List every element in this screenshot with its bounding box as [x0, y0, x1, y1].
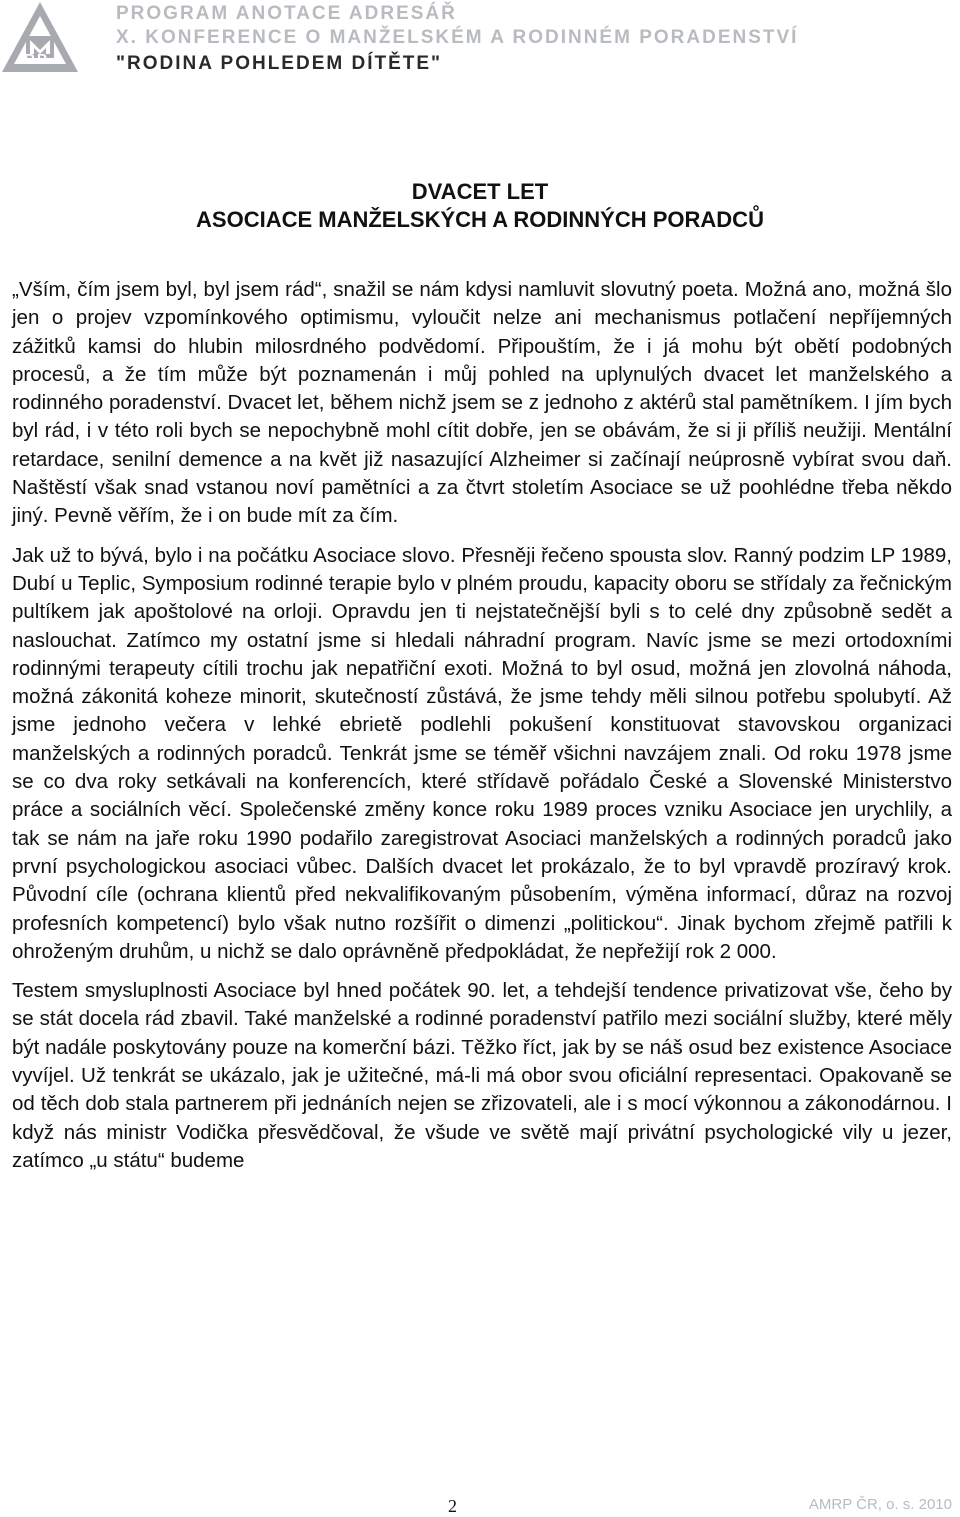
- association-logo: [0, 0, 80, 74]
- footer-credit: AMRP ČR, o. s. 2010: [808, 1496, 952, 1513]
- paragraph-2: Jak už to bývá, bylo i na počátku Asociace slovo. Přesněji řečeno spousta slov. Ranný podzim LP 1989, Dubí u Teplic, Symposium rodinné terapie bylo v plném proudu, kapacity oboru se střídaly za řečnickým pultíkem jak apoštolové na orloji. Opravdu jen ti nejstatečnější byli s to celé dny způsobně sedět a naslouchat. Zatímco my ostatní jsme si hledali náhradní program. Navíc jsme se mezi ortodoxními rodinnými terapeuty cítili trochu jak nepatřiční exoti. Možná to byl osud, možná jen zlovolná náhoda, možná zákonitá koheze minorit, skutečností zůstává, že jsme tehdy měli silnou potřebu spolubytí. Až jsme jednoho večera v lehké ebrietě podlehli pokušení konstituovat stavovskou organizaci manželských a rodinných poradců. Tenkrát jsme se téměř všichni navzájem znali. Od roku 1978 jsme se co dva roky setkávali na konferencích, které střídavě pořádalo České a Slovenské Ministerstvo práce a sociálních věcí. Společenské změny konce roku 1989 proces vzniku Asociace jen urychlily, a tak se nám na jaře roku 1990 podařilo zaregistrovat Asociaci manželských a rodinných poradců jako první psychologickou asociaci vůbec. Dalších dvacet let prokázalo, že to byl vpravdě prozíravý krok. Původní cíle (ochrana klientů před nekvalifikovaným působením, výměna informací, důraz na rozvoj profesních kompetencí) bylo však nutno rozšířit o dimenzi „politickou“. Jinak bychom zřejmě patřili k ohroženým druhům, u nichž se dalo oprávněně předpokládat, že nepřežijí rok 2 000.: [12, 543, 952, 963]
- header-conference-motto: "RODINA POHLEDEM DÍTĚTE": [116, 53, 443, 74]
- article-title-line-1: DVACET LET: [411, 179, 549, 204]
- header-program-nav: PROGRAM ANOTACE ADRESÁŘ: [116, 3, 457, 24]
- article-body: [12, 276, 952, 1175]
- paragraph-3: Testem smysluplnosti Asociace byl hned počátek 90. let, a tehdejší tendence privatizovat vše, čeho by se stát docela rád zbavil. Také manželské a rodinné poradenství patřilo mezi sociální služby, které měly být nadále poskytovány pouze na komerční bázi. Těžko říct, jak by se náš osud bez existence Asociace vyvíjel. Už tenkrát se ukázalo, jak je užitečné, má-li má obor svou oficiální representaci. Opakovaně se od těch dob stala partnerem při jednáních nejen se zřizovateli, ale i s mocí výkonnou a zákonodárnou. I když nás ministr Vodička přesvědčoval, že všude ve světě mají privátní psychologické vily u jezer, zatímco „u státu“ budeme: [12, 979, 952, 1172]
- article-title: [0, 178, 960, 234]
- document-header: [116, 2, 798, 78]
- header-conference-name: X. KONFERENCE O MANŽELSKÉM A RODINNÉM PORADENSTVÍ: [116, 27, 799, 48]
- article-title-line-2: ASOCIACE MANŽELSKÝCH A RODINNÝCH PORADCŮ: [196, 207, 764, 232]
- page-number: 2: [448, 1496, 457, 1516]
- paragraph-1: „Vším, čím jsem byl, byl jsem rád“, snažil se nám kdysi namluvit slovutný poeta. Možná ano, možná šlo jen o projev vzpomínkového optimismu, vyloučit nelze ani mechanismus potlačení nepříjemných zážitků kamsi do hlubin milosrdného podvědomí. Připouštím, že i já mohu být obětí podobných procesů, a že tím může být poznamenán i můj pohled na uplynulých dvacet let manželského a rodinného poradenství. Dvacet let, během nichž jsem se z jednoho z aktérů stal pamětníkem. I jím bych byl rád, i v této roli bych se nepochybně mohl cítit dobře, jen se obávám, že si ji příliš neužiji. Mentální retardace, senilní demence a na květ již nasazující Alzheimer si začínají neúprosně vybírat svou daň. Naštěstí však snad vstanou noví pamětníci a za čtvrt stoletím Asociace se už poohlédne třeba někdo jiný. Pevně věřím, že i on bude mít za čím.: [12, 278, 952, 528]
- logo-label: RP: [24, 51, 49, 68]
